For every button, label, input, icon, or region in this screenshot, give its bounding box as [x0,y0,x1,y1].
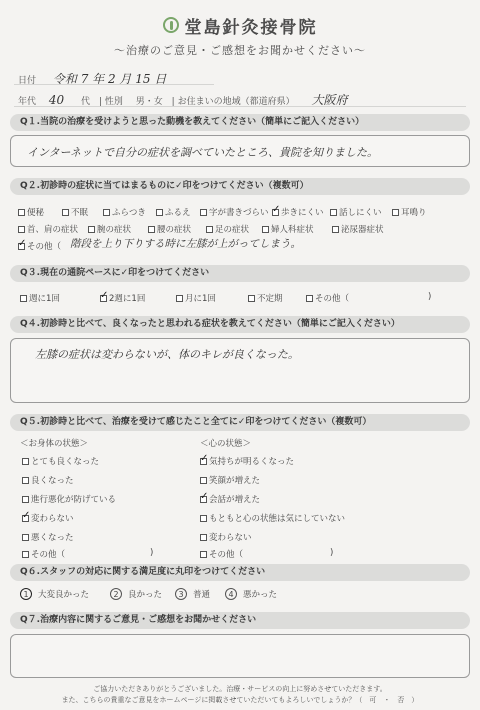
q6-option-4[interactable]: 4 悪かった [225,588,277,600]
q2-option-arm[interactable]: 腕の症状 [88,223,131,235]
checkbox[interactable] [22,458,29,465]
q3-other-close: ) [428,292,432,302]
q6-title: Q６.スタッフの対応に関する満足度に丸印をつけてください [10,564,470,581]
q5-mind-unchanged[interactable]: 変わらない [200,531,252,543]
q2-option-tinnitus[interactable]: 耳鳴り [392,206,427,218]
q4-answer-box[interactable] [10,338,470,403]
date-underline [14,84,214,85]
q2-option-back[interactable]: 腰の症状 [148,223,191,235]
checkbox[interactable] [20,295,27,302]
q5-body-prevented[interactable]: 進行悪化が防げている [22,493,116,505]
q2-option-gynecology[interactable]: 婦人科症状 [262,223,314,235]
checkbox[interactable] [62,209,69,216]
checkbox[interactable] [176,295,183,302]
gender-label: 性別 [104,97,123,107]
q7-title: Q７.治療内容に関するご意見・ご感想をお聞かせください [10,612,470,629]
q2-other-text[interactable]: 階段を上り下りする時に左膝が上がってしまう。 [70,238,301,250]
age-label: 年代 [18,97,37,107]
q5-mind-other[interactable]: その他（ [200,548,243,560]
date-value[interactable]: 令和 7 年 2 月 15 日 [52,72,167,86]
checkbox-checked[interactable] [22,515,29,522]
q3-option-biweekly[interactable]: ✓ 2週に1回 [100,292,145,304]
q2-option-dizziness[interactable]: ふらつき [103,206,146,218]
age-row: 年代 40 代 | 性別 男・女 | お住まいの地域（都道府県） 大阪府 [18,93,348,107]
checkbox-checked[interactable] [200,496,207,503]
checkbox[interactable] [88,226,95,233]
checkbox[interactable] [206,226,213,233]
checkbox[interactable] [330,209,337,216]
q5-title: Q５.初診時と比べて、治療を受けて感じたこと全てに✓印をつけてください（複数可） [10,414,470,431]
q3-option-monthly[interactable]: 月に1回 [176,292,216,304]
q6-num-4[interactable]: 4 [225,588,237,600]
q2-option-walking[interactable]: ✓ 歩きにくい [272,206,324,218]
footer-thanks: ご協力いただきありがとうございました。治療・サービスの向上に努めさせていただきます。 [93,685,387,693]
checkbox[interactable] [22,534,29,541]
checkbox[interactable] [200,551,207,558]
q2-option-speech[interactable]: 話しにくい [330,206,382,218]
q2-option-other[interactable]: ✓ その他（ [18,240,61,252]
date-label: 日付 [18,76,37,86]
checkbox[interactable] [262,226,269,233]
q2-option-writing[interactable]: 字が書きづらい [200,206,269,218]
q3-title: Q３.現在の通院ペースに✓印をつけてください [10,265,470,282]
checkbox[interactable] [200,477,207,484]
checkbox[interactable] [103,209,110,216]
q5-mind-brighter[interactable]: ✓ 気持ちが明るくなった [200,455,294,467]
checkbox[interactable] [248,295,255,302]
q6-num-2[interactable]: 2 [110,588,122,600]
q5-body-much-better[interactable]: とても良くなった [22,455,99,467]
q5-body-other[interactable]: その他（ [22,548,65,560]
age-unit: 代 [81,97,91,107]
q2-option-tremor[interactable]: ふるえ [156,206,191,218]
checkbox-checked[interactable] [272,209,279,216]
q5-mind-not-concerned[interactable]: もともと心の状態は気にしていない [200,512,345,524]
q5-body-other-close: ) [150,548,154,558]
checkbox[interactable] [22,496,29,503]
header [0,14,480,58]
q6-option-2[interactable]: 2 良かった [110,588,162,600]
q2-option-neck[interactable]: 首、肩の症状 [18,223,78,235]
q3-option-other[interactable]: その他（ [306,292,349,304]
checkbox[interactable] [392,209,399,216]
q6-option-3[interactable]: 3 普通 [175,588,210,600]
q2-title: Q２.初診時の症状に当てはまるものに✓印をつけてください（複数可） [10,178,470,195]
checkbox[interactable] [332,226,339,233]
checkbox[interactable] [148,226,155,233]
logo-row [0,14,480,36]
q5-body-worse[interactable]: 悪くなった [22,531,74,543]
q3-option-irregular[interactable]: 不定期 [248,292,283,304]
checkbox[interactable] [200,515,207,522]
q5-mind-header: ＜心の状態＞ [200,439,252,449]
checkbox[interactable] [200,534,207,541]
q4-answer: 左膝の症状は変わらないが、体のキレが良くなった。 [35,348,299,361]
checkbox-checked[interactable] [18,243,25,250]
area-value[interactable]: 大阪府 [311,93,348,107]
clinic-logo-icon [163,17,179,33]
area-label: お住まいの地域（都道府県） [177,97,295,107]
q5-body-unchanged[interactable]: ✓ 変わらない [22,512,74,524]
q4-title: Q４.初診時と比べて、良くなったと思われる症状を教えてください（簡単にご記入ください） [10,316,470,333]
q5-body-better[interactable]: 良くなった [22,474,74,486]
q5-mind-conversation[interactable]: ✓ 会話が増えた [200,493,260,505]
q1-answer-box[interactable] [10,135,470,167]
q3-option-weekly[interactable]: 週に1回 [20,292,60,304]
q6-num-3[interactable]: 3 [175,588,187,600]
footer-permission: また、こちらの貴重なご意見をホームページに掲載させていただいてもよろしいでしょうか？（ 可 ・ 否 ） [61,696,419,704]
info-underline [14,106,466,107]
age-value[interactable]: 40 [48,93,65,107]
checkbox-checked[interactable] [100,295,107,302]
q2-option-leg[interactable]: 足の症状 [206,223,249,235]
q2-option-constipation[interactable]: 便秘 [18,206,44,218]
q1-answer: インターネットで自分の症状を調べていたところ、貴院を知りました。 [27,146,379,159]
q2-option-insomnia[interactable]: 不眠 [62,206,88,218]
checkbox[interactable] [22,477,29,484]
subtitle: 〜治療のご意見・ご感想をお聞かせください〜 [114,44,366,57]
q5-mind-smiles[interactable]: 笑顔が増えた [200,474,260,486]
clinic-name: 堂島針灸接骨院 [184,17,318,38]
q5-mind-other-close: ) [330,548,334,558]
checkbox[interactable] [156,209,163,216]
q6-option-1[interactable]: 1 大変良かった [20,588,89,600]
checkbox-checked[interactable] [200,458,207,465]
q6-num-1[interactable]: 1 [20,588,32,600]
checkbox[interactable] [18,226,25,233]
checkbox[interactable] [22,551,29,558]
q2-option-urology[interactable]: 泌尿器症状 [332,223,384,235]
checkbox[interactable] [18,209,25,216]
q7-answer-box[interactable] [10,634,470,678]
q1-title: Q１.当院の治療を受けようと思った動機を教えてください（簡単にご記入ください） [10,114,470,131]
gender-value[interactable]: 男・女 [135,97,163,107]
q5-body-header: ＜お身体の状態＞ [20,439,89,449]
checkbox[interactable] [200,209,207,216]
checkbox[interactable] [306,295,313,302]
